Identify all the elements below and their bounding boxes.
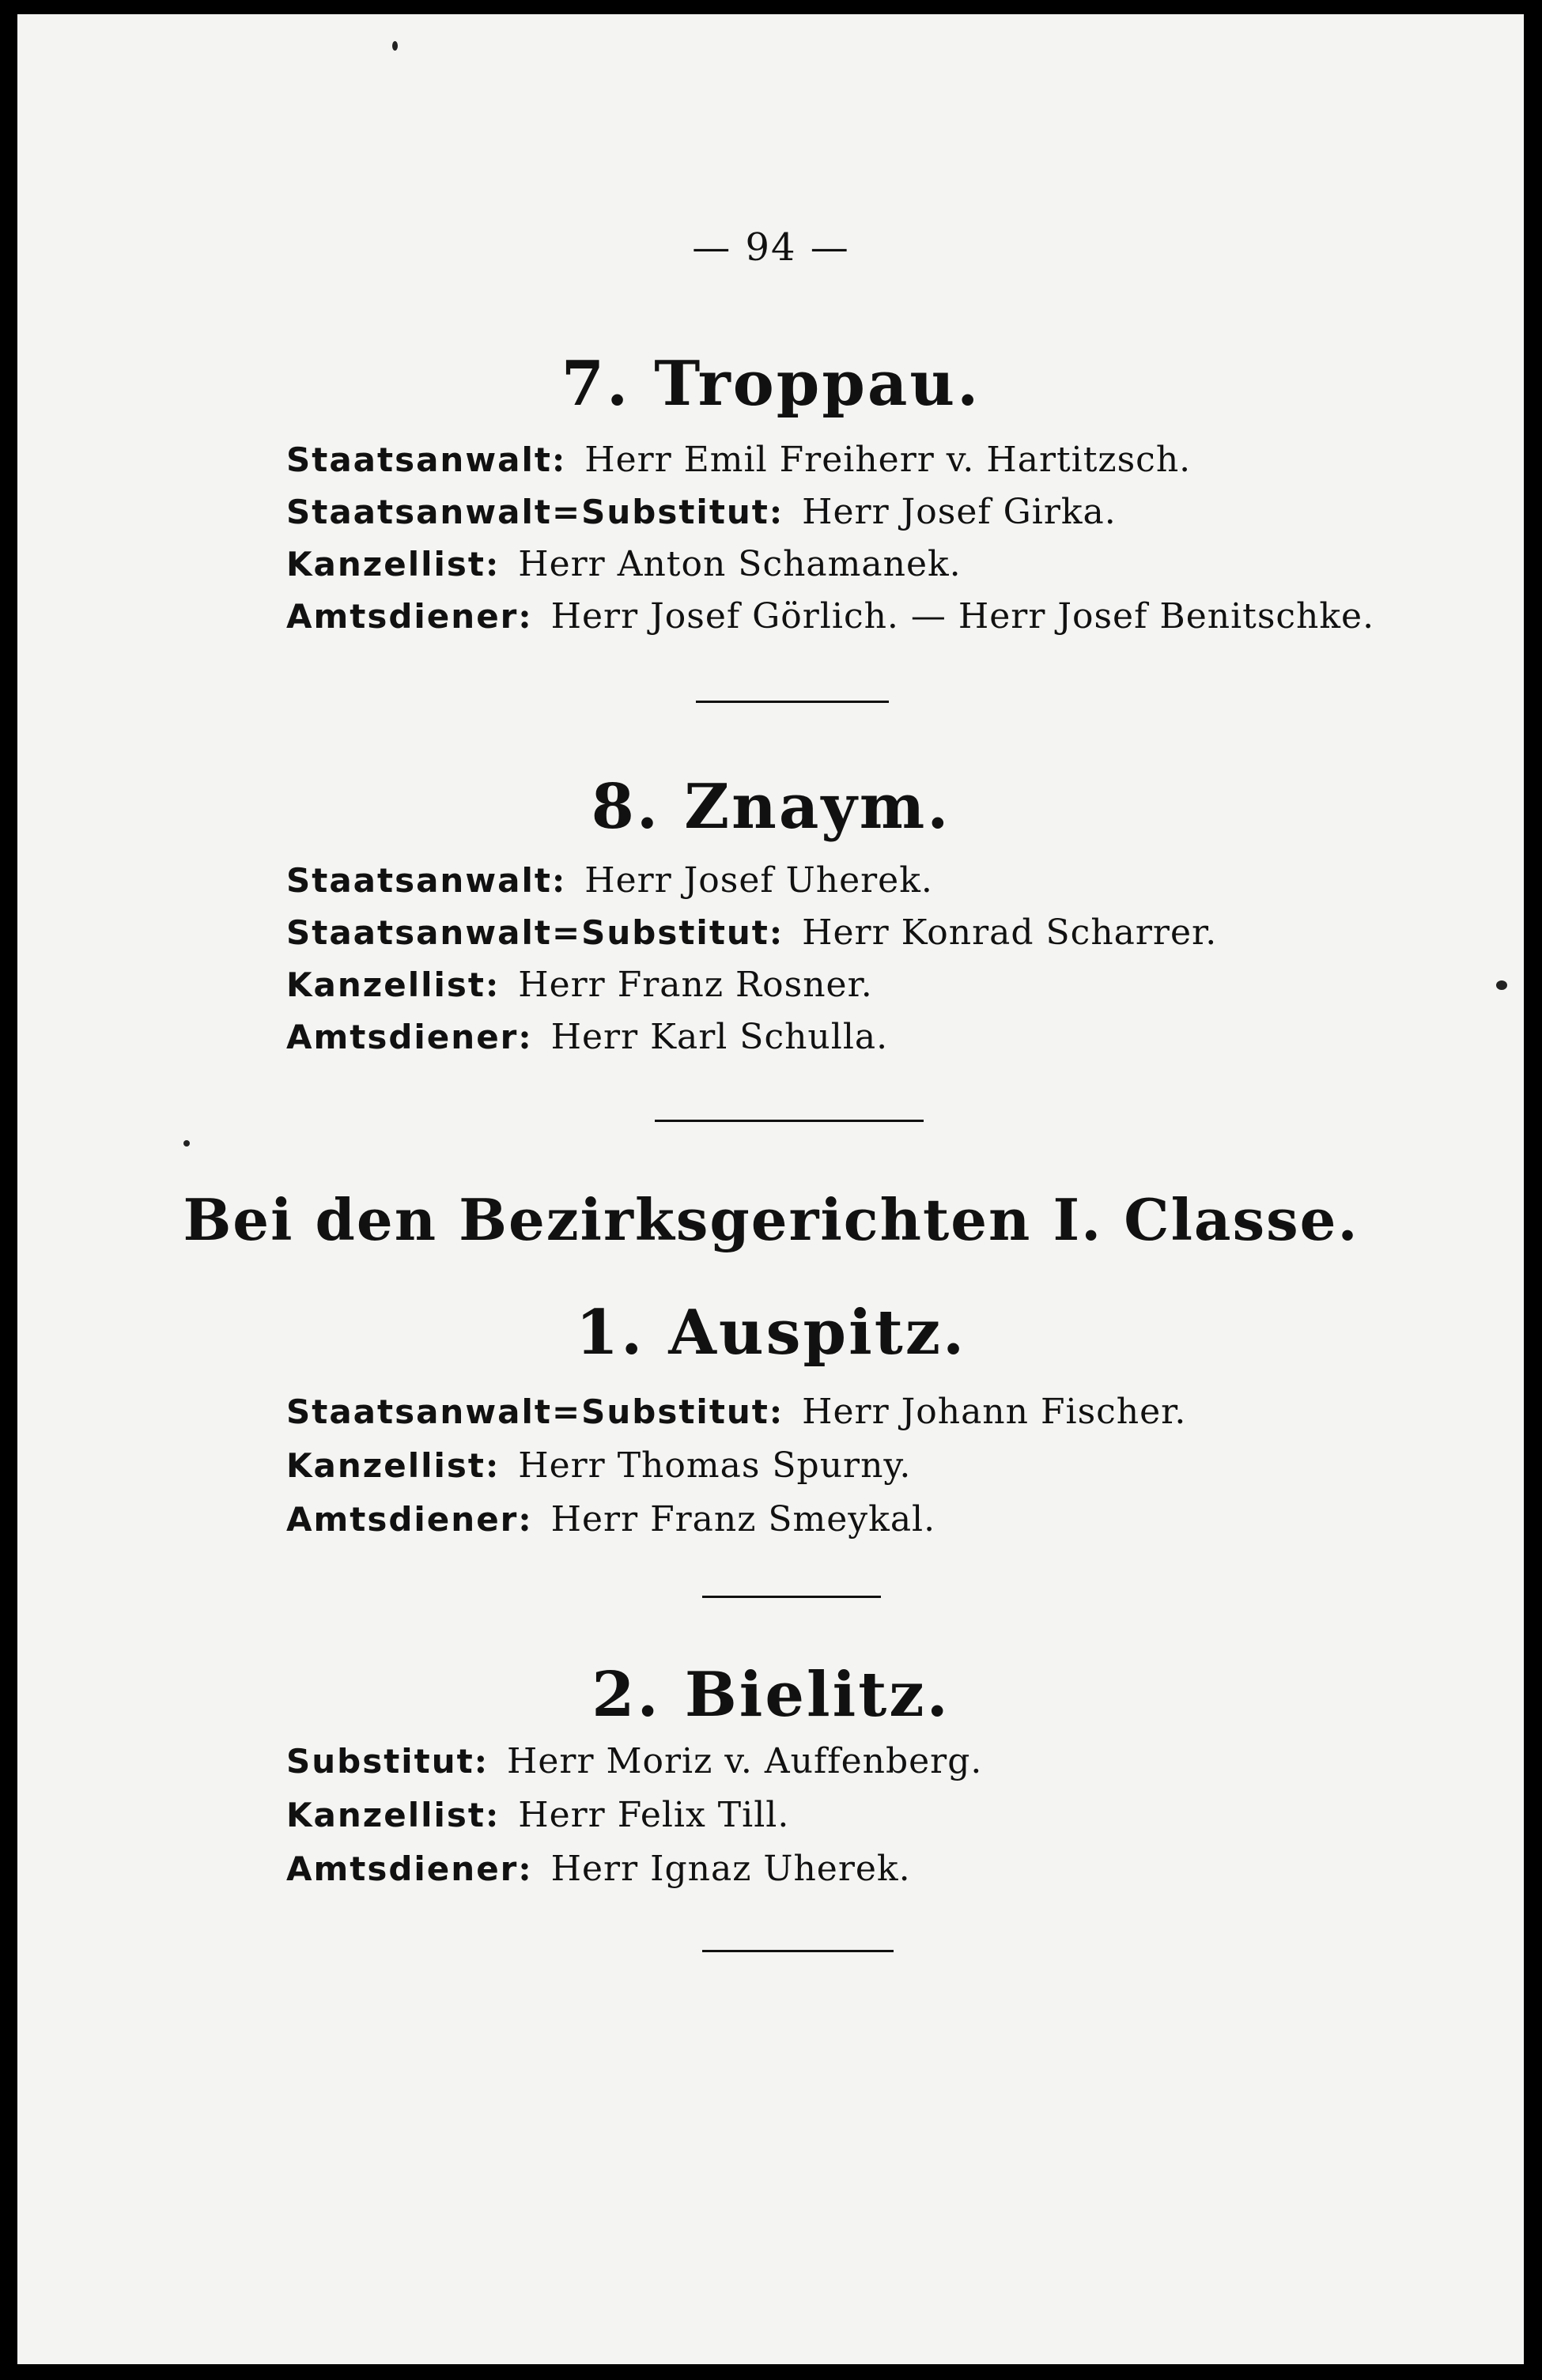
entry-row [286,1445,911,1486]
label-separator: : [518,1017,532,1057]
section-divider [702,1596,881,1598]
label-separator: : [518,596,532,637]
label-separator: : [769,1392,784,1432]
entry-row [286,492,1117,532]
entry-value: Herr Karl Schulla. [550,1017,889,1057]
entry-label: Staatsanwalt [286,440,552,479]
entry-value: Herr Thomas Spurny. [518,1445,912,1486]
section-divider [655,1120,924,1122]
entry-label: Staatsanwalt=Substitut [286,913,769,952]
entry-row [286,1795,789,1835]
section-heading-auspitz: 1. Auspitz. [575,1297,967,1369]
entry-value: Herr Franz Rosner. [518,965,873,1005]
label-separator: : [769,912,784,953]
entry-row [286,544,962,584]
section-divider [696,701,889,703]
label-separator: : [485,544,500,584]
entry-label: Amtsdiener [286,597,519,636]
entry-value: Herr Josef Görlich. — Herr Josef Benitschke. [550,596,1375,637]
entry-label: Kanzellist [286,1796,486,1834]
label-separator: : [551,860,566,901]
label-separator: : [485,1795,500,1835]
entry-label: Amtsdiener [286,1018,519,1056]
entry-label: Amtsdiener [286,1849,519,1888]
label-separator: : [485,965,500,1005]
entry-label: Kanzellist [286,965,486,1004]
entry-value: Herr Felix Till. [518,1795,790,1835]
entry-row [286,965,873,1005]
entry-label: Amtsdiener [286,1500,519,1539]
entry-value: Herr Josef Girka. [802,492,1117,532]
label-separator: : [485,1445,500,1486]
entry-label: Staatsanwalt=Substitut [286,1392,769,1431]
scan-speck [183,1140,190,1147]
entry-row [286,1392,1186,1432]
entry-label: Staatsanwalt [286,861,552,900]
entry-value: Herr Ignaz Uherek. [550,1849,911,1889]
entry-row [286,1499,935,1539]
entry-label: Kanzellist [286,545,486,584]
label-separator: : [769,492,784,532]
entry-value: Herr Konrad Scharrer. [802,912,1218,953]
entry-value: Herr Anton Schamanek. [518,544,962,584]
entry-label: Staatsanwalt=Substitut [286,493,769,531]
entry-row [286,440,1191,480]
entry-value: Herr Emil Freiherr v. Hartitzsch. [584,440,1192,480]
entry-value: Herr Moriz v. Auffenberg. [507,1741,983,1781]
section-divider [702,1950,894,1952]
entry-value: Herr Johann Fischer. [802,1392,1187,1432]
scan-border-bottom [0,2364,1542,2380]
entry-row [286,912,1217,953]
label-separator: : [474,1741,488,1781]
entry-row [286,860,933,901]
entry-row [286,1849,911,1889]
section-heading-troppau: 7. Troppau. [561,348,981,420]
scan-speck [392,41,398,51]
entry-value: Herr Franz Smeykal. [550,1499,936,1539]
entry-value: Herr Josef Uherek. [584,860,933,901]
label-separator: : [518,1849,532,1889]
label-separator: : [518,1499,532,1539]
entry-row [286,1741,982,1781]
entry-label: Substitut [286,1742,474,1781]
section-heading-bielitz: 2. Bielitz. [591,1659,951,1731]
scan-speck [1496,980,1507,990]
main-heading: Bei den Bezirksgerichten I. Classe. [183,1186,1359,1253]
section-heading-znaym: 8. Znaym. [591,771,951,843]
label-separator: : [551,440,566,480]
entry-label: Kanzellist [286,1446,486,1485]
entry-row [286,1017,888,1057]
entry-row [286,596,1374,637]
page-number: — 94 — [692,225,850,270]
